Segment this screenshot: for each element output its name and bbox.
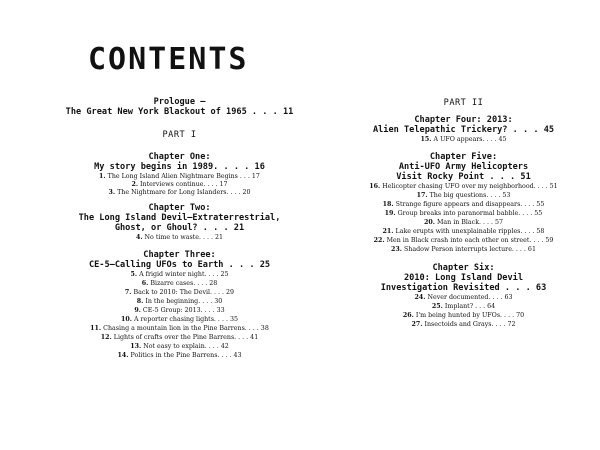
toc-entry[interactable] (326, 201, 600, 209)
chapter-five-title-line-2[interactable]: Visit Rocky Point . . . 51 (396, 172, 531, 182)
entry-number: 3. (108, 189, 116, 196)
entry-number: 20. (423, 219, 435, 226)
entry-number: 24. (414, 294, 426, 301)
entry-text: The Long Island Alien Nightmare Begins . . . 17 (107, 173, 260, 180)
entry-text: Never documented. . . . 63 (427, 294, 513, 301)
entry-text: I'm being hunted by UFOs. . . . 70 (415, 312, 525, 319)
toc-entry[interactable] (326, 237, 600, 245)
entry-number: 22. (373, 237, 385, 244)
entry-text: Lake erupts with unexplainable ripples. . . . 58 (395, 228, 545, 235)
entry-number: 6. (141, 280, 149, 287)
toc-entry[interactable] (42, 280, 317, 288)
entry-text: Back to 2010: The Devil. . . . 29 (133, 289, 235, 296)
entry-number: 21. (382, 228, 394, 235)
toc-entry[interactable] (326, 210, 600, 218)
entry-number: 23. (391, 246, 403, 253)
entry-text: A UFO appears. . . . 45 (433, 136, 507, 143)
entry-number: 26. (402, 312, 414, 319)
toc-entry[interactable] (42, 173, 317, 181)
toc-entry[interactable] (326, 228, 600, 236)
toc-entry[interactable] (42, 298, 317, 306)
chapter-four-label[interactable]: Chapter Four: 2013: (414, 115, 513, 125)
toc-entry[interactable] (42, 343, 317, 351)
entry-number: 2. (131, 181, 139, 188)
entry-text: CE-5 Group: 2013. . . . 33 (142, 307, 225, 314)
chapter-five-title-line-1[interactable]: Anti-UFO Army Helicopters (398, 162, 529, 172)
toc-entry[interactable] (42, 271, 317, 279)
toc-entry[interactable] (326, 312, 600, 320)
entry-text: Implant? . . . 64 (444, 303, 496, 310)
entry-number: 16. (369, 183, 381, 190)
chapter-six-label[interactable]: Chapter Six: (432, 263, 495, 273)
toc-entry[interactable] (42, 307, 317, 315)
part-two-heading: PART II (443, 98, 484, 108)
chapter-five-label[interactable]: Chapter Five: (429, 152, 498, 162)
entry-text: Man in Black. . . . 57 (436, 219, 504, 226)
entry-number: 19. (384, 210, 396, 217)
entry-text: A reporter chasing lights. . . . 35 (134, 316, 238, 323)
entry-text: Men in Black crash into each other on street. . . . 59 (386, 237, 554, 244)
entry-number: 12. (100, 334, 112, 341)
prologue-subtitle[interactable]: The Great New York Blackout of 1965 . . . 11 (65, 107, 294, 117)
toc-entry[interactable] (42, 334, 317, 342)
entry-text: Chasing a mountain lion in the Pine Barrens. . . . 38 (103, 325, 269, 332)
toc-entry[interactable] (42, 181, 317, 189)
entry-number: 11. (90, 325, 102, 332)
entry-number: 7. (124, 289, 132, 296)
entry-text: Helicopter chasing UFO over my neighborhood. . . . 51 (382, 183, 558, 190)
entry-text: Politics in the Pine Barrens. . . . 43 (130, 352, 242, 359)
entry-text: In the beginning. . . . 30 (145, 298, 223, 305)
toc-entry[interactable] (326, 246, 600, 254)
chapter-six-title-line-1[interactable]: 2010: Long Island Devil (404, 273, 523, 283)
entry-text: Interviews continue. . . . 17 (140, 181, 228, 188)
toc-entry[interactable] (42, 325, 317, 333)
chapter-two-label[interactable]: Chapter Two: (148, 203, 211, 213)
entry-text: Strange figure appears and disappears. . . . 55 (395, 201, 545, 208)
toc-entry[interactable] (326, 321, 600, 329)
entry-text: Lights of crafts over the Pine Barrens. . . . 41 (113, 334, 259, 341)
entry-text: Insectoids and Grays. . . . 72 (424, 321, 516, 328)
toc-entry[interactable] (42, 234, 317, 242)
entry-text: Group breaks into paranormal babble. . . . 55 (397, 210, 543, 217)
toc-entry[interactable] (42, 189, 317, 197)
chapter-one-label[interactable]: Chapter One: (148, 152, 211, 162)
entry-text: Bizarre cases. . . . 28 (150, 280, 218, 287)
toc-entry[interactable] (326, 294, 600, 302)
entry-number: 27. (411, 321, 423, 328)
entry-text: Shadow Person interrupts lecture. . . . 61 (404, 246, 536, 253)
entry-text: The Nightmare for Long Islanders. . . . 20 (117, 189, 251, 196)
toc-entry[interactable] (326, 219, 600, 227)
entry-number: 10. (121, 316, 132, 323)
toc-entry[interactable] (326, 303, 600, 311)
chapter-one-title[interactable]: My story begins in 1989. . . . 16 (94, 162, 265, 172)
entry-number: 25. (431, 303, 443, 310)
entry-text: Not easy to explain. . . . 42 (143, 343, 229, 350)
entry-number: 17. (416, 192, 428, 199)
entry-number: 14. (117, 352, 129, 359)
toc-entry[interactable] (326, 183, 600, 191)
toc-entry[interactable] (326, 192, 600, 200)
chapter-three-label[interactable]: Chapter Three: (143, 250, 216, 260)
entry-number: 13. (130, 343, 142, 350)
entry-text: A frigid winter night. . . . 25 (139, 271, 229, 278)
entry-text: The big questions. . . . 53 (429, 192, 511, 199)
chapter-two-title-line-2[interactable]: Ghost, or Ghoul? . . . 21 (114, 223, 245, 233)
entry-number: 15. (420, 136, 432, 143)
chapter-six-title-line-2[interactable]: Investigation Revisited . . . 63 (380, 283, 547, 293)
entry-number: 9. (134, 307, 141, 314)
entry-text: No time to waste. . . . 21 (144, 234, 224, 241)
part-one-heading: PART I (162, 130, 197, 140)
toc-entry[interactable] (42, 352, 317, 360)
entry-number: 5. (130, 271, 138, 278)
prologue-title[interactable]: Prologue — (153, 97, 206, 107)
chapter-three-title[interactable]: CE-5—Calling UFOs to Earth . . . 25 (88, 260, 271, 270)
toc-entry[interactable] (326, 136, 600, 144)
toc-entry[interactable] (42, 289, 317, 297)
entry-number: 18. (382, 201, 394, 208)
entry-number: 8. (136, 298, 144, 305)
toc-entry[interactable] (42, 316, 317, 324)
chapter-four-title[interactable]: Alien Telepathic Trickery? . . . 45 (372, 125, 555, 135)
chapter-two-title-line-1[interactable]: The Long Island Devil—Extraterrestrial, (78, 213, 281, 223)
page-title: CONTENTS (88, 42, 249, 77)
entry-number: 1. (99, 173, 106, 180)
entry-number: 4. (135, 234, 143, 241)
